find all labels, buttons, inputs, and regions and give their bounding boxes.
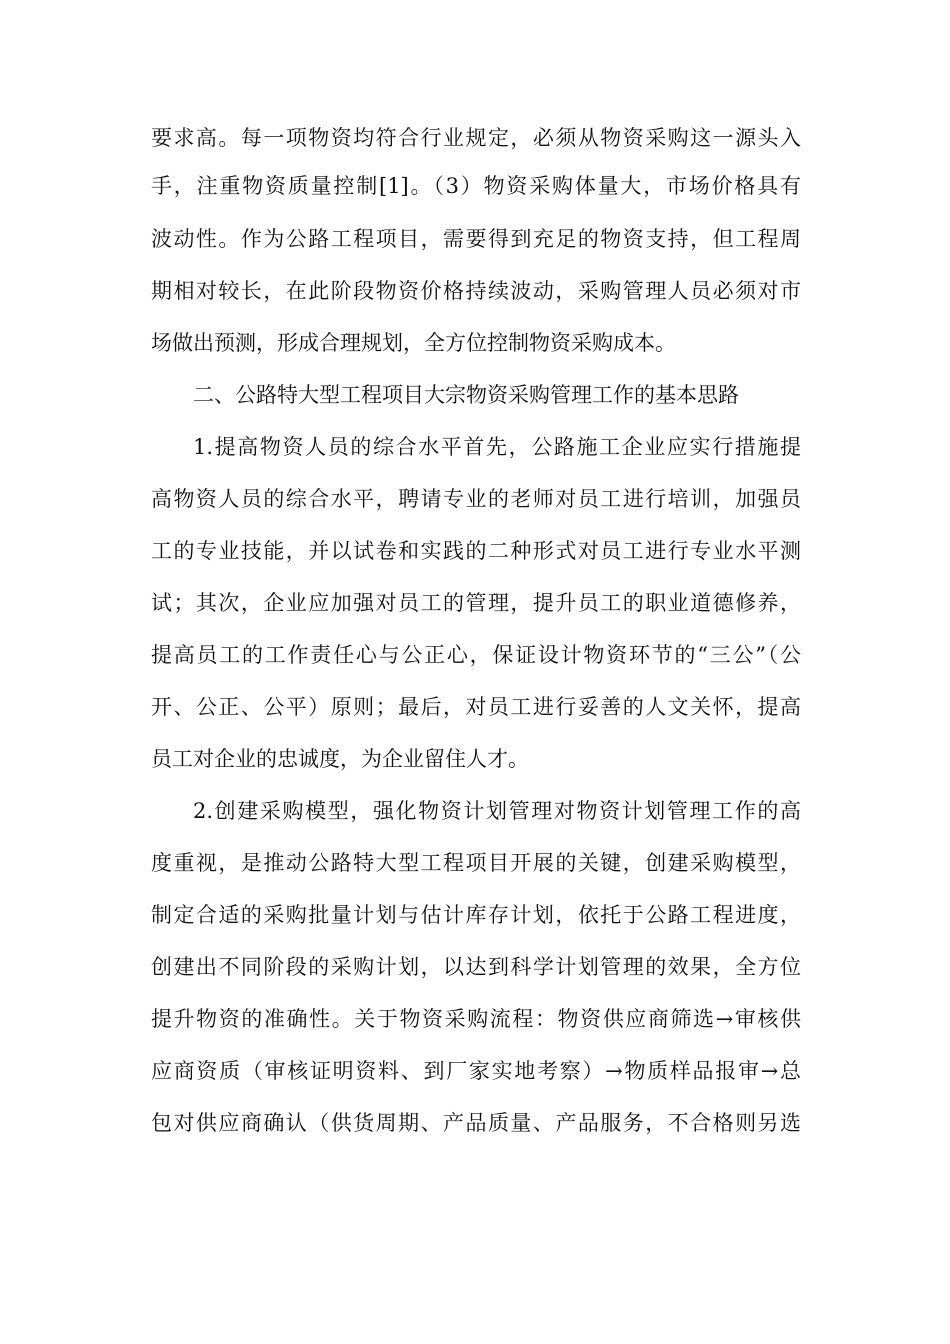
- paragraph-2-line-6: 开、公正、公平）原则；最后，对员工进行妥善的人文关怀，提高: [151, 695, 801, 719]
- paragraph-3-line-3: 制定合适的采购批量计划与估计库存计划，依托于公路工程进度，: [151, 903, 801, 927]
- paragraph-1-line-1: 要求高。每一项物资均符合行业规定，必须从物资采购这一源头入: [151, 126, 801, 150]
- paragraph-2-line-3: 工的专业技能，并以试卷和实践的二种形式对员工进行专业水平测: [151, 539, 801, 563]
- paragraph-3-line-2: 度重视，是推动公路特大型工程项目开展的关键，创建采购模型，: [151, 851, 801, 875]
- paragraph-3-line-4: 创建出不同阶段的采购计划，以达到科学计划管理的效果，全方位: [151, 955, 801, 979]
- paragraph-2-line-2: 高物资人员的综合水平，聘请专业的老师对员工进行培训，加强员: [151, 487, 801, 511]
- paragraph-3-line-5: 提升物资的准确性。关于物资采购流程：物资供应商筛选→审核供: [151, 1007, 801, 1031]
- paragraph-1-line-2: 手，注重物资质量控制[1]。（3）物资采购体量大，市场价格具有: [151, 174, 801, 198]
- paragraph-1-line-3: 波动性。作为公路工程项目，需要得到充足的物资支持，但工程周: [151, 227, 801, 251]
- paragraph-1-line-4: 期相对较长，在此阶段物资价格持续波动，采购管理人员必须对市: [151, 279, 801, 303]
- paragraph-2-line-7: 员工对企业的忠诚度，为企业留住人才。: [151, 747, 529, 771]
- paragraph-2-line-4: 试；其次，企业应加强对员工的管理，提升员工的职业道德修养，: [151, 591, 801, 615]
- paragraph-1-line-5: 场做出预测，形成合理规划，全方位控制物资采购成本。: [151, 331, 676, 355]
- paragraph-2-line-1: 1.提高物资人员的综合水平首先，公路施工企业应实行措施提: [193, 435, 801, 459]
- paragraph-3-line-1: 2.创建采购模型，强化物资计划管理对物资计划管理工作的高: [193, 799, 801, 823]
- paragraph-3-line-6: 应商资质（审核证明资料、到厂家实地考察）→物质样品报审→总: [151, 1059, 801, 1083]
- paragraph-3-line-7: 包对供应商确认（供货周期、产品质量、产品服务，不合格则另选: [151, 1111, 801, 1135]
- section-heading: 二、公路特大型工程项目大宗物资采购管理工作的基本思路: [193, 383, 739, 407]
- paragraph-2-line-5: 提高员工的工作责任心与公正心，保证设计物资环节的“三公”（公: [151, 643, 801, 667]
